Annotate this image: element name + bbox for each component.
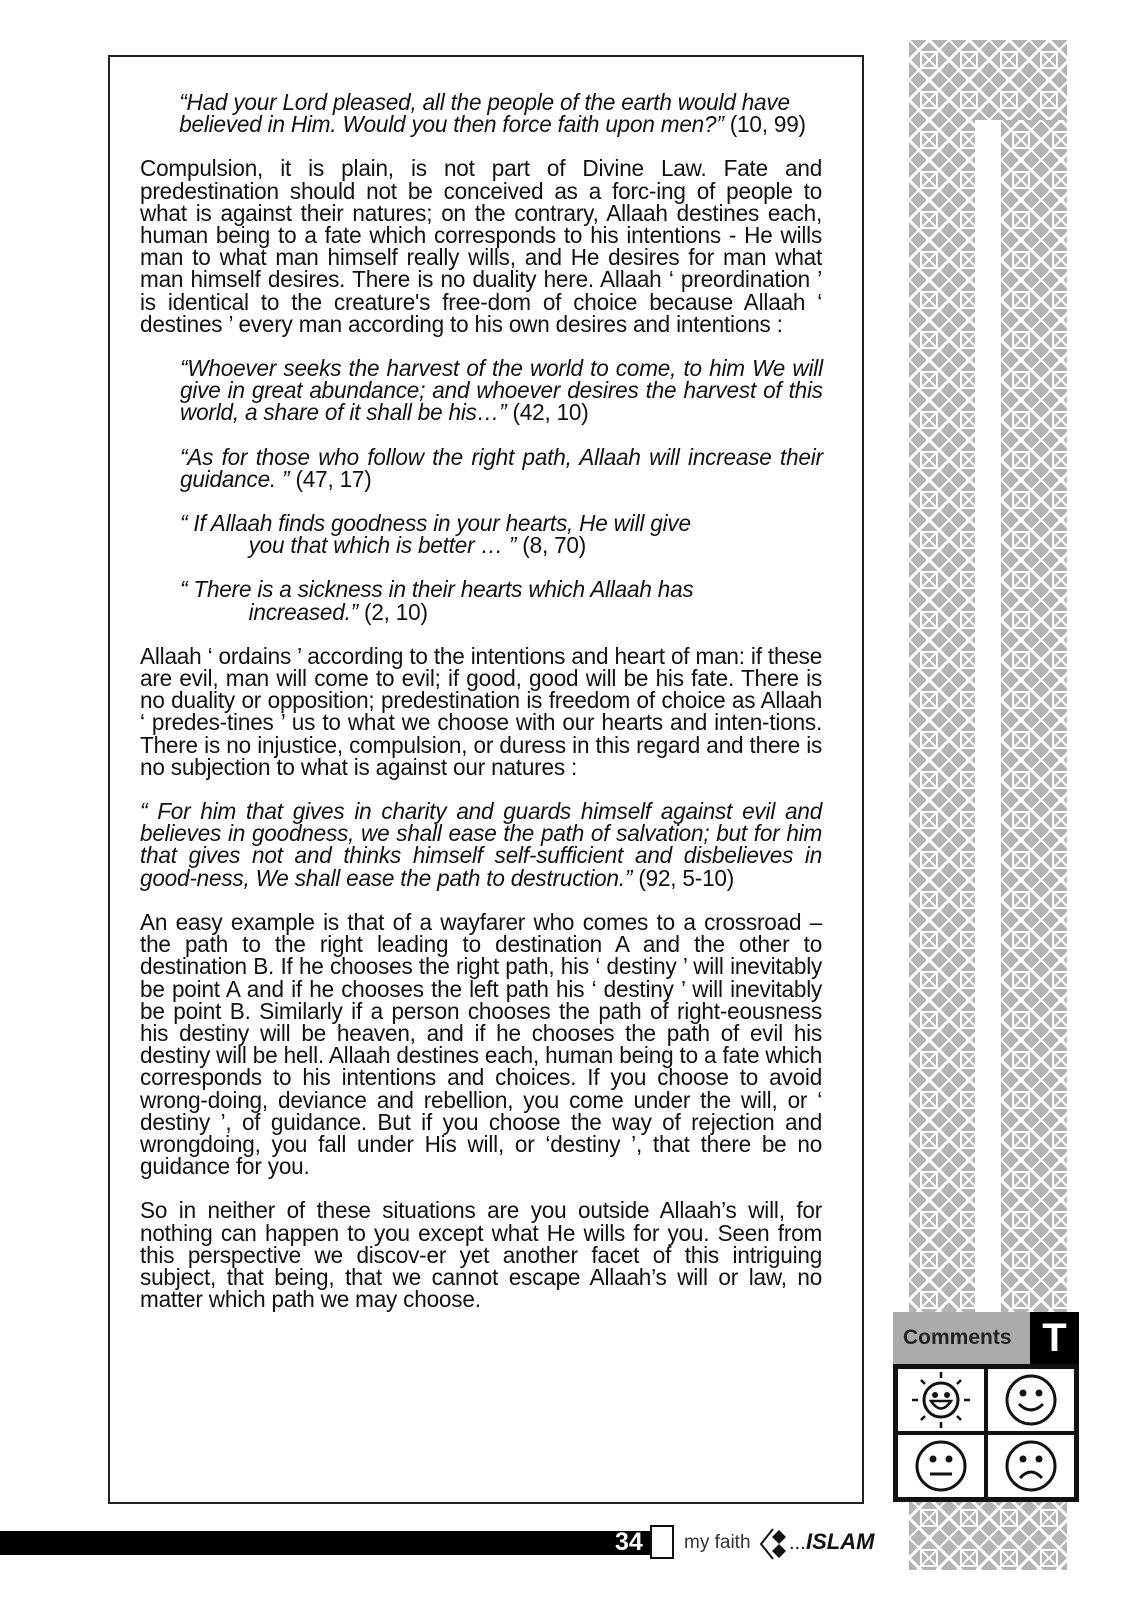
rating-faces: [893, 1364, 1079, 1502]
knotwork-pattern-icon: [909, 1498, 1067, 1570]
rating-neutral[interactable]: [896, 1433, 986, 1499]
knotwork-pattern-icon: [1001, 120, 1067, 1350]
quote-text: increased.”: [248, 598, 358, 625]
brand-tagline: my faith: [684, 1532, 751, 1553]
quote-text: “As for those who follow the right path, Allaah will increase their guidance. ”: [180, 443, 823, 492]
very-happy-face-icon: [906, 1370, 976, 1430]
comments-title: Comments: [893, 1312, 1030, 1364]
quote-text: “Whoever seeks the harvest of the world to come, to him We will give in great abundance; and whoever desires the harvest of this world, a share of it shall be his…”: [180, 355, 823, 426]
quote-line: [180, 576, 823, 625]
paragraph: Compulsion, it is plain, is not part of Divine Law. Fate and predestination should not be conceived as a forc-ing of people to what is against their natures; on the contrary, Allaah destines each, human being to a fate which corresponds to his intentions - He wills man to what man himself really wills, and He desires for man what man himself desires. There is no duality here. Allaah ‘ preordination ’ is identical to the creature's free-dom of choice because Allaah ‘ destines ’ every man according to his own desires and intentions :: [140, 155, 823, 337]
brand-name: ISLAM: [806, 1529, 875, 1554]
quotes-block: [140, 357, 836, 623]
verse-reference: (47, 17): [295, 465, 372, 492]
ornament-top-knotwork: [909, 40, 1067, 120]
verse-reference: (42, 10): [512, 399, 589, 426]
footer-bar: [0, 1531, 655, 1555]
ornament-left-column: [909, 120, 975, 1350]
content-frame: [108, 55, 864, 1504]
brand-ellipsis: ...: [789, 1532, 806, 1554]
rating-happy[interactable]: [986, 1367, 1076, 1433]
verse-reference: (10, 99): [729, 111, 806, 138]
verse-reference: (92, 5-10): [638, 864, 735, 891]
quote-line: [180, 443, 823, 492]
quote-text: you that which is better … ”: [248, 532, 517, 559]
quote-text: “ For him that gives in charity and guards himself against evil and believes in goodness, we shall ease the path of salvation; but for him that gives not and thinks himself self-sufficient and disbelieves in good-ness, We shall ease the path to destruction.”: [140, 798, 823, 891]
paragraph: So in neither of these situations are you outside Allaah’s will, for nothing can happen to you except what He wills for you. Seen from this perspective we discov-er yet another facet of this intriguing subject, that being, that we cannot escape Allaah’s will or law, no matter which path we may choose.: [140, 1197, 823, 1313]
rating-sad[interactable]: [986, 1433, 1076, 1499]
comments-panel: [893, 1312, 1079, 1502]
text-badge: T: [1030, 1312, 1079, 1364]
page-number: 34: [615, 1528, 643, 1556]
ornament-right-column: [1001, 120, 1067, 1350]
paragraph: An easy example is that of a wayfarer who comes to a crossroad – the path to the right leading to destination A and the other to destination B. If he chooses the right path, his ‘ destiny ’ will inevitably be point A and if he chooses the left path his ‘ destiny ’ will inevitably be point B. Similarly if a person chooses the path of right-eousness his destiny will be heaven, and if he chooses the path of evil his destiny will be hell. Allaah destines each, human being to a fate which corresponds to his intentions and choices. If you choose to avoid wrong-doing, deviance and rebellion, you come under the will, or ‘ destiny ’, of guidance. But if you choose the way of rejection and wrongdoing, you fall under His will, or ‘destiny ’, that there be no guidance for you.: [140, 908, 823, 1180]
quote-line: [180, 357, 823, 424]
ornament-bottom-knotwork: [909, 1498, 1067, 1570]
verse-reference: (8, 70): [522, 532, 587, 559]
quote-charity: [140, 800, 822, 889]
happy-face-icon: [1001, 1370, 1061, 1430]
quote-text: “ If Allaah finds goodness in your hearts, He will give: [180, 510, 691, 537]
quote-text: “Had your Lord pleased, all the people of the earth would have believed in Him. Would you then force faith upon men?”: [179, 89, 790, 138]
sad-face-icon: [1001, 1436, 1061, 1496]
article-body: [140, 91, 836, 1332]
quote-intro: [140, 89, 822, 138]
quote-text: “ There is a sickness in their hearts which Allaah has: [180, 576, 694, 603]
neutral-face-icon: [911, 1436, 971, 1496]
page-number-box: [650, 1525, 674, 1559]
quote-line: [180, 510, 823, 559]
knotwork-pattern-icon: [909, 120, 975, 1350]
knotwork-pattern-icon: [909, 40, 1067, 120]
verse-reference: (2, 10): [364, 598, 428, 625]
rating-very-happy[interactable]: [896, 1367, 986, 1433]
paragraph: Allaah ‘ ordains ’ according to the intentions and heart of man: if these are evil, man will come to evil; if good, good will be his fate. There is no duality or opposition; predestination is freedom of choice as Allaah ‘ predes-tines ’ us to what we choose with our hearts and inten-tions. There is no injustice, compulsion, or duress in this regard and there is no subjection to what is against our natures :: [140, 642, 823, 780]
